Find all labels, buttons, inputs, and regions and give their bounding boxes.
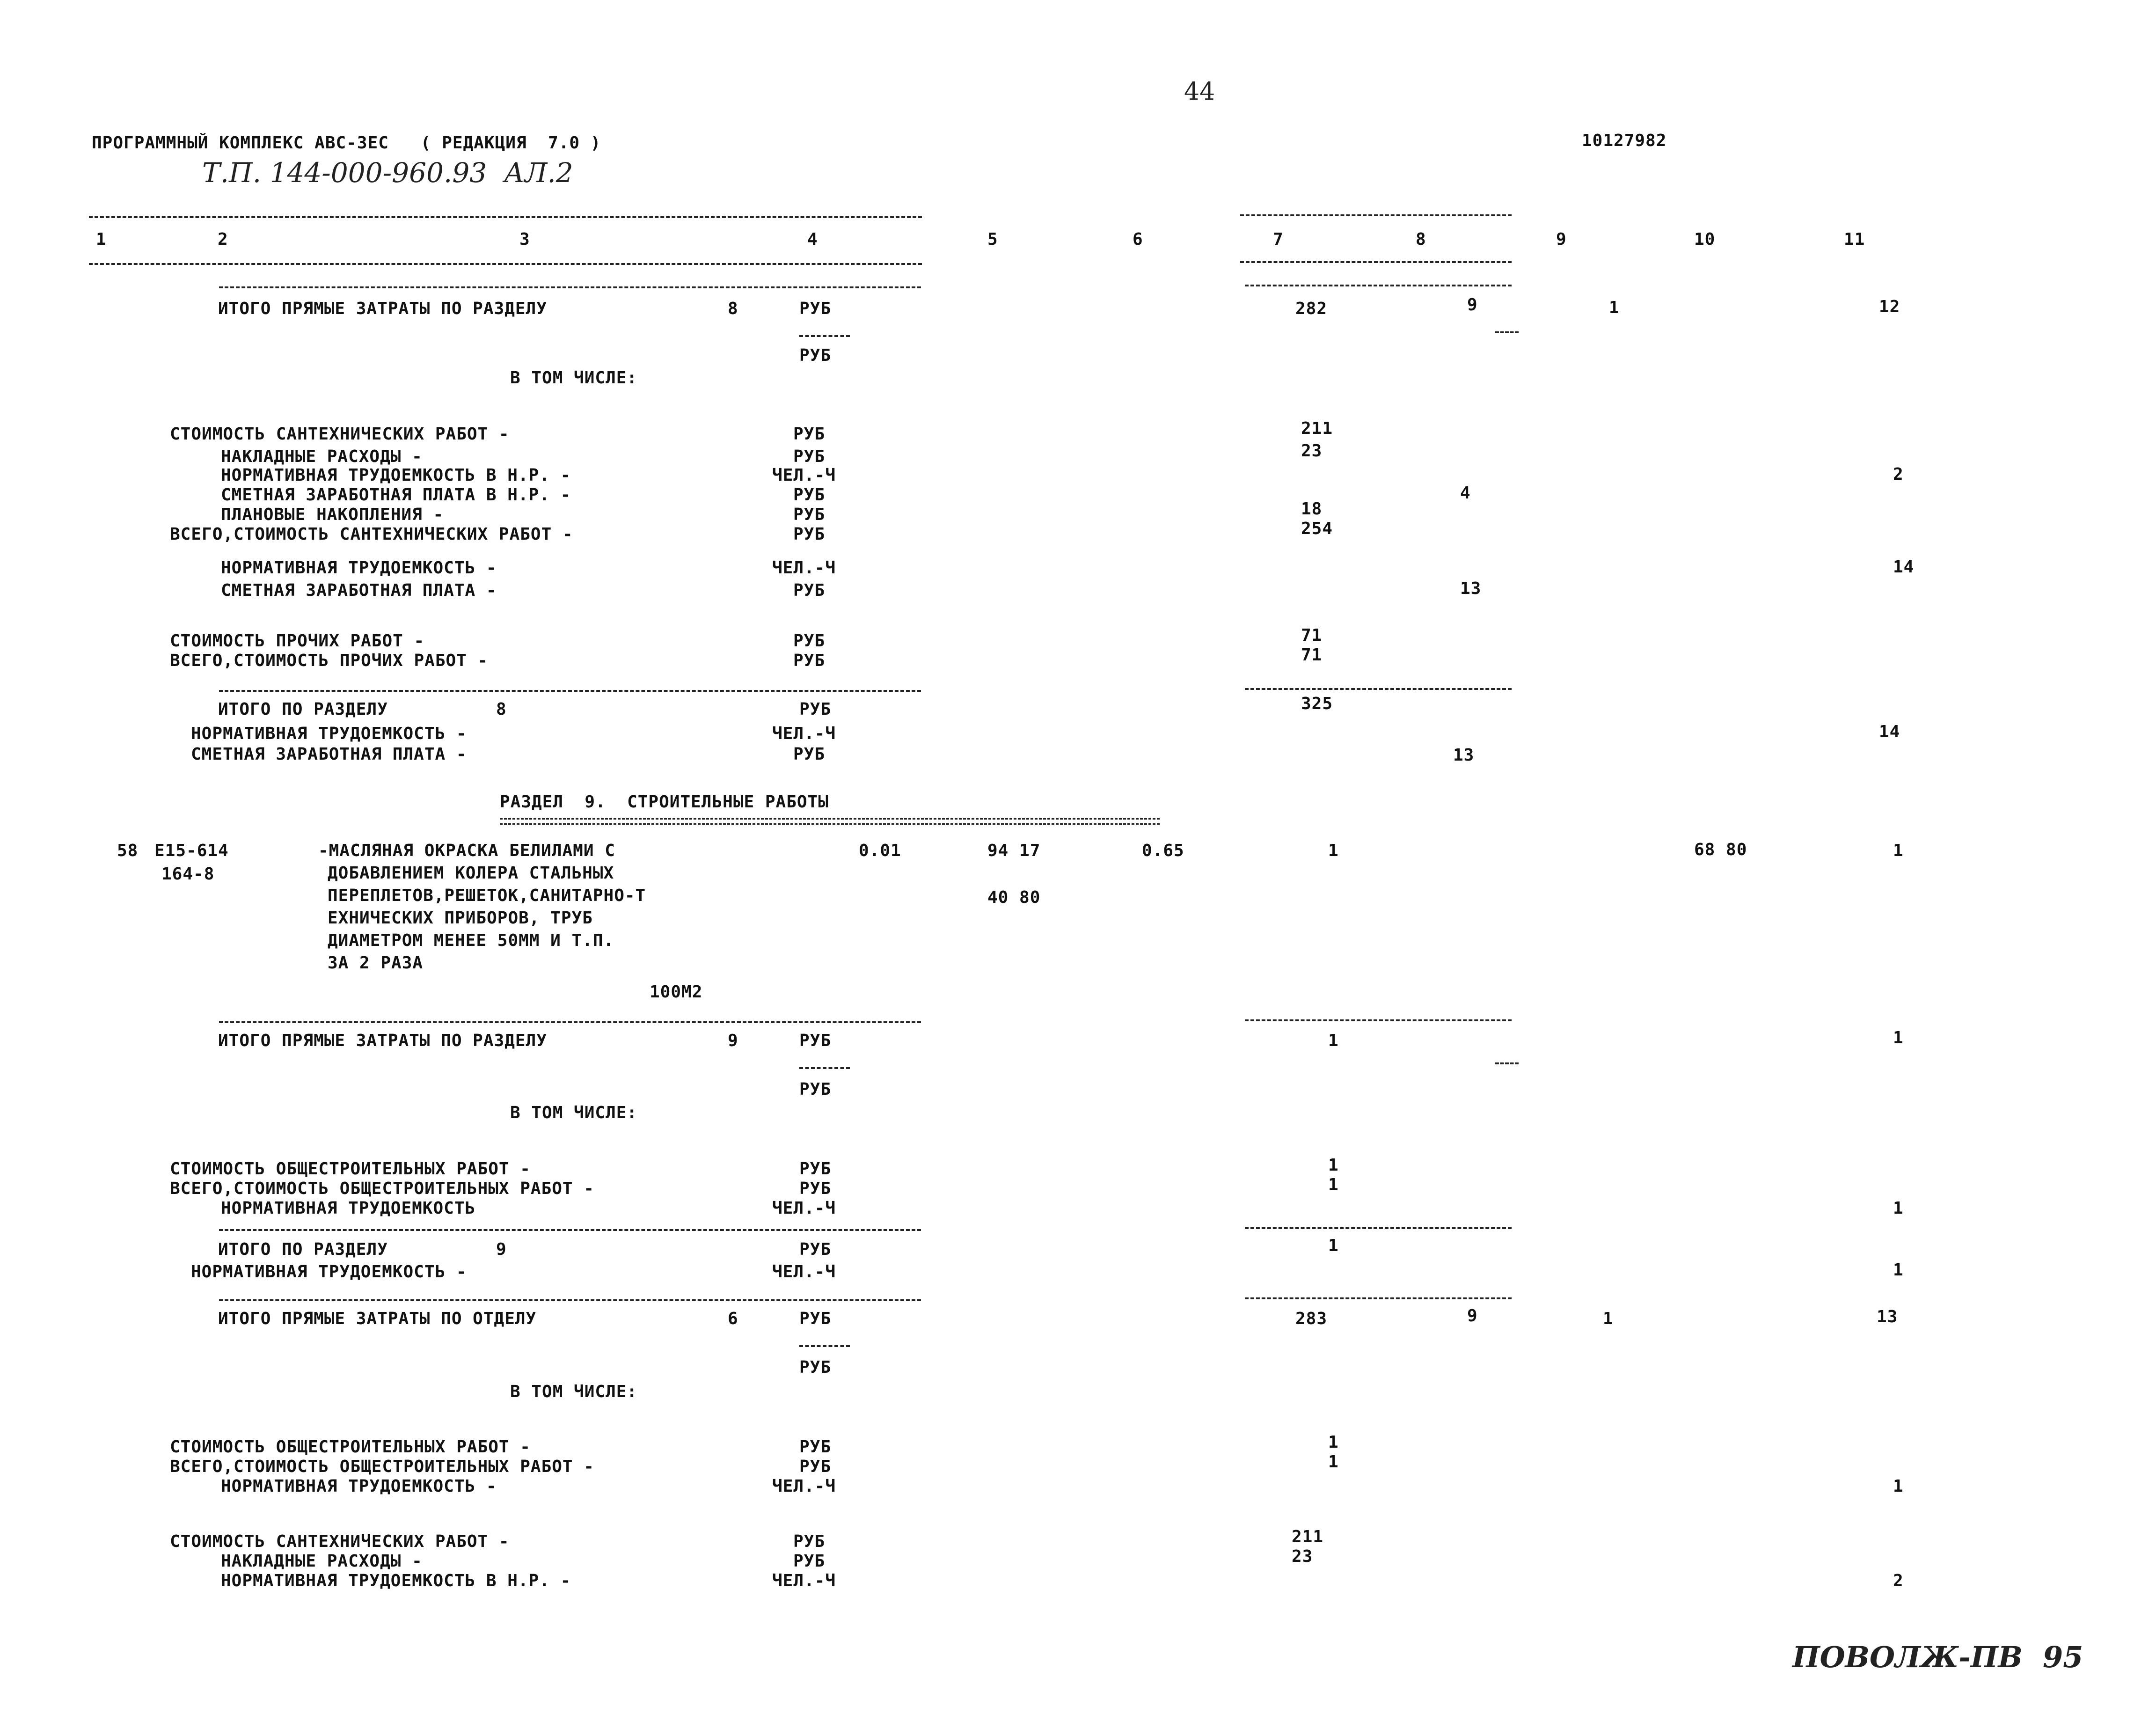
s8-c8: 9 <box>1467 295 1478 315</box>
dept-detail-c7: 23 <box>1292 1547 1313 1566</box>
item-c10: 68 80 <box>1694 840 1747 859</box>
s9-total-unit: РУБ <box>799 1240 832 1259</box>
s9-v-tom-chisle: В ТОМ ЧИСЛЕ: <box>510 1103 638 1122</box>
s8-total-rule <box>219 690 921 692</box>
dept-detail-c7: 211 <box>1292 1527 1324 1546</box>
column-header-5: 5 <box>987 230 998 249</box>
page-number: 44 <box>1184 78 1215 106</box>
s8-detail-label: СТОИМОСТЬ ПРОЧИХ РАБОТ - <box>170 631 425 651</box>
item-c4: 0.01 <box>859 841 901 860</box>
s8-detail-label: НОРМАТИВНАЯ ТРУДОЕМКОСТЬ В Н.Р. - <box>221 466 571 485</box>
item-description-line: -МАСЛЯНАЯ ОКРАСКА БЕЛИЛАМИ С <box>318 841 615 860</box>
dept-c7: 283 <box>1295 1309 1328 1328</box>
s9-detail-label: НОРМАТИВНАЯ ТРУДОЕМКОСТЬ <box>221 1199 476 1218</box>
column-header-6: 6 <box>1133 230 1143 249</box>
item-c5b: 40 80 <box>987 888 1041 907</box>
s8-detail-c8: 13 <box>1460 579 1482 598</box>
s9-detail-label: ВСЕГО,СТОИМОСТЬ ОБЩЕСТРОИТЕЛЬНЫХ РАБОТ - <box>170 1179 594 1198</box>
s8-detail-c7: 71 <box>1301 626 1323 645</box>
section8-rule <box>219 286 921 288</box>
item-description-line: ЗА 2 РАЗА <box>328 953 424 973</box>
column-header-9: 9 <box>1556 230 1567 249</box>
s8-detail-unit: РУБ <box>793 525 826 544</box>
s9-itogo-label: ИТОГО ПРЯМЫЕ ЗАТРАТЫ ПО РАЗДЕЛУ <box>218 1031 547 1050</box>
dept-c9: 1 <box>1603 1309 1614 1328</box>
s8-detail-c7: 18 <box>1301 499 1323 519</box>
s8-detail-label: СМЕТНАЯ ЗАРАБОТНАЯ ПЛАТА - <box>221 581 497 600</box>
dept-detail-label: НОРМАТИВНАЯ ТРУДОЕМКОСТЬ - <box>221 1477 497 1496</box>
s9-total-label: ИТОГО ПО РАЗДЕЛУ <box>218 1240 388 1259</box>
dept-detail-unit: РУБ <box>799 1457 832 1476</box>
header-rule-bottom-right <box>1240 261 1512 263</box>
dept-detail-label: СТОИМОСТЬ ОБЩЕСТРОИТЕЛЬНЫХ РАБОТ - <box>170 1437 531 1457</box>
s9-c11: 1 <box>1893 1028 1904 1047</box>
dept-detail-c7: 1 <box>1328 1433 1339 1452</box>
dept-rule <box>219 1299 921 1301</box>
s9-total-rule <box>219 1229 921 1231</box>
s8-c11: 12 <box>1879 297 1900 316</box>
s8-detail-label: СМЕТНАЯ ЗАРАБОТНАЯ ПЛАТА В Н.Р. - <box>221 485 571 505</box>
s8-itogo-num: 8 <box>728 299 738 318</box>
dept-detail-unit: РУБ <box>793 1532 826 1551</box>
item-unit: 100М2 <box>650 982 703 1002</box>
header-rule-top-right <box>1240 214 1512 216</box>
column-header-8: 8 <box>1416 230 1426 249</box>
s9-total-num: 9 <box>496 1240 507 1259</box>
s9-total-unit: ЧЕЛ.-Ч <box>772 1262 836 1282</box>
dept-c8: 9 <box>1467 1306 1478 1326</box>
s9-total-c11: 1 <box>1893 1260 1904 1280</box>
column-header-4: 4 <box>807 230 818 249</box>
column-header-3: 3 <box>519 230 530 249</box>
s9-detail-c7: 1 <box>1328 1156 1339 1175</box>
s8-c9: 1 <box>1609 298 1620 317</box>
s8-detail-unit: ЧЕЛ.-Ч <box>772 466 836 485</box>
s8-detail-unit: РУБ <box>793 485 826 505</box>
s8-detail-c7: 71 <box>1301 645 1323 665</box>
s8-total-label: СМЕТНАЯ ЗАРАБОТНАЯ ПЛАТА - <box>191 745 467 764</box>
dept-c11: 13 <box>1877 1307 1898 1326</box>
column-header-10: 10 <box>1694 230 1716 249</box>
s8-detail-c7: 211 <box>1301 419 1333 438</box>
s9-rule-right <box>1245 1019 1512 1021</box>
dept-unit2: РУБ <box>799 1358 832 1377</box>
s8-unit: РУБ <box>799 299 832 318</box>
s9-unit2: РУБ <box>799 1080 832 1099</box>
s9-itogo-num: 9 <box>728 1031 738 1050</box>
s8-detail-unit: РУБ <box>793 447 826 466</box>
s8-detail-label: ВСЕГО,СТОИМОСТЬ ПРОЧИХ РАБОТ - <box>170 651 489 670</box>
item-num: 58 <box>117 841 139 860</box>
s8-detail-label: СТОИМОСТЬ САНТЕХНИЧЕСКИХ РАБОТ - <box>170 425 510 444</box>
s9-rule <box>219 1021 921 1023</box>
s8-detail-unit: РУБ <box>793 631 826 651</box>
s8-detail-c7: 254 <box>1301 519 1333 538</box>
s8-total-unit: ЧЕЛ.-Ч <box>772 724 836 743</box>
dept-detail-label: ВСЕГО,СТОИМОСТЬ ОБЩЕСТРОИТЕЛЬНЫХ РАБОТ - <box>170 1457 594 1476</box>
s9-detail-unit: ЧЕЛ.-Ч <box>772 1199 836 1218</box>
item-c5: 94 17 <box>987 841 1041 860</box>
dept-detail-label: НАКЛАДНЫЕ РАСХОДЫ - <box>221 1552 423 1571</box>
s9-unit-rule <box>799 1067 850 1069</box>
s8-detail-label: ВСЕГО,СТОИМОСТЬ САНТЕХНИЧЕСКИХ РАБОТ - <box>170 525 573 544</box>
s9-detail-c11: 1 <box>1893 1199 1904 1218</box>
section9-title: РАЗДЕЛ 9. СТРОИТЕЛЬНЫЕ РАБОТЫ <box>500 792 829 812</box>
item-c7: 1 <box>1328 841 1339 860</box>
s9-detail-c7: 1 <box>1328 1175 1339 1194</box>
s8-detail-c11: 14 <box>1893 557 1915 577</box>
dept-detail-unit: ЧЕЛ.-Ч <box>772 1571 836 1590</box>
dept-detail-label: СТОИМОСТЬ САНТЕХНИЧЕСКИХ РАБОТ - <box>170 1532 510 1551</box>
s8-v-tom-chisle: В ТОМ ЧИСЛЕ: <box>510 368 638 388</box>
document-code: 10127982 <box>1582 131 1667 150</box>
column-header-11: 11 <box>1844 230 1865 249</box>
dept-unit-rule <box>799 1345 850 1347</box>
program-header: ПРОГРАММНЫЙ КОМПЛЕКС АВС-3ЕС ( РЕДАКЦИЯ 7.0 ) <box>92 133 601 153</box>
item-description-line: ДОБАВЛЕНИЕМ КОЛЕРА СТАЛЬНЫХ <box>328 864 614 883</box>
header-rule-top <box>89 216 922 218</box>
s9-total-label: НОРМАТИВНАЯ ТРУДОЕМКОСТЬ - <box>191 1262 467 1282</box>
dept-detail-unit: ЧЕЛ.-Ч <box>772 1477 836 1496</box>
dept-detail-unit: РУБ <box>793 1552 826 1571</box>
dept-itogo-num: 6 <box>728 1309 738 1328</box>
item-code: Е15-614 <box>154 841 229 860</box>
dept-v-tom-chisle: В ТОМ ЧИСЛЕ: <box>510 1382 638 1401</box>
s9-c7: 1 <box>1328 1031 1339 1050</box>
s8-c7: 282 <box>1295 299 1328 318</box>
s8-total-unit: РУБ <box>799 700 832 719</box>
s8-total-label: ИТОГО ПО РАЗДЕЛУ <box>218 700 388 719</box>
s8-total-label: НОРМАТИВНАЯ ТРУДОЕМКОСТЬ - <box>191 724 467 743</box>
s8-total-c8: 13 <box>1453 746 1475 765</box>
section8-rule-right <box>1245 285 1512 286</box>
s8-total-num: 8 <box>496 700 507 719</box>
s8-detail-c11: 2 <box>1893 465 1904 484</box>
s8-detail-c7: 23 <box>1301 441 1323 461</box>
s8-detail-c8: 4 <box>1460 483 1471 503</box>
dept-unit: РУБ <box>799 1309 832 1328</box>
s9-detail-label: СТОИМОСТЬ ОБЩЕСТРОИТЕЛЬНЫХ РАБОТ - <box>170 1159 531 1179</box>
s9-detail-unit: РУБ <box>799 1159 832 1179</box>
column-header-2: 2 <box>218 230 228 249</box>
project-reference: Т.П. 144-000-960.93 АЛ.2 <box>202 157 573 189</box>
item-c6: 0.65 <box>1142 841 1184 860</box>
dept-rule-right <box>1245 1297 1512 1299</box>
s8-unit2: РУБ <box>799 346 832 365</box>
s9-detail-unit: РУБ <box>799 1179 832 1198</box>
item-c11: 1 <box>1893 841 1904 860</box>
s9-unit: РУБ <box>799 1031 832 1050</box>
s8-detail-label: НАКЛАДНЫЕ РАСХОДЫ - <box>221 447 423 466</box>
dept-detail-c11: 2 <box>1893 1571 1904 1590</box>
item-description-line: ПЕРЕПЛЕТОВ,РЕШЕТОК,САНИТАРНО-Т <box>328 886 646 905</box>
s8-detail-unit: ЧЕЛ.-Ч <box>772 558 836 578</box>
s8-detail-unit: РУБ <box>793 505 826 524</box>
dept-detail-c11: 1 <box>1893 1477 1904 1496</box>
s8-detail-label: ПЛАНОВЫЕ НАКОПЛЕНИЯ - <box>221 505 444 524</box>
dept-itogo-label: ИТОГО ПРЯМЫЕ ЗАТРАТЫ ПО ОТДЕЛУ <box>218 1309 537 1328</box>
dept-detail-unit: РУБ <box>799 1437 832 1457</box>
s9-total-rule-right <box>1245 1227 1512 1229</box>
s8-unit-rule <box>799 335 850 337</box>
item-description-line: ЕХНИЧЕСКИХ ПРИБОРОВ, ТРУБ <box>328 908 593 928</box>
s8-detail-unit: РУБ <box>793 581 826 600</box>
dept-detail-c7: 1 <box>1328 1452 1339 1472</box>
s8-total-c7: 325 <box>1301 694 1333 713</box>
s8-detail-label: НОРМАТИВНАЯ ТРУДОЕМКОСТЬ - <box>221 558 497 578</box>
s8-itogo-label: ИТОГО ПРЯМЫЕ ЗАТРАТЫ ПО РАЗДЕЛУ <box>218 299 547 318</box>
s8-total-c11: 14 <box>1879 722 1900 741</box>
s9-c8-rule <box>1495 1062 1519 1064</box>
item-code2: 164-8 <box>161 864 215 884</box>
s8-total-unit: РУБ <box>793 745 826 764</box>
footer-stamp: ПОВОЛЖ-ПВ 95 <box>1792 1640 2083 1674</box>
s9-total-c7: 1 <box>1328 1236 1339 1255</box>
dept-detail-label: НОРМАТИВНАЯ ТРУДОЕМКОСТЬ В Н.Р. - <box>221 1571 571 1590</box>
header-rule-bottom <box>89 263 922 265</box>
s8-detail-unit: РУБ <box>793 651 826 670</box>
s8-c8-rule <box>1495 331 1519 333</box>
column-header-7: 7 <box>1273 230 1284 249</box>
section9-double-rule <box>500 818 1160 825</box>
s8-detail-unit: РУБ <box>793 425 826 444</box>
item-description-line: ДИАМЕТРОМ МЕНЕЕ 50ММ И Т.П. <box>328 931 614 950</box>
column-header-1: 1 <box>96 230 107 249</box>
s8-total-rule-right <box>1245 688 1512 690</box>
